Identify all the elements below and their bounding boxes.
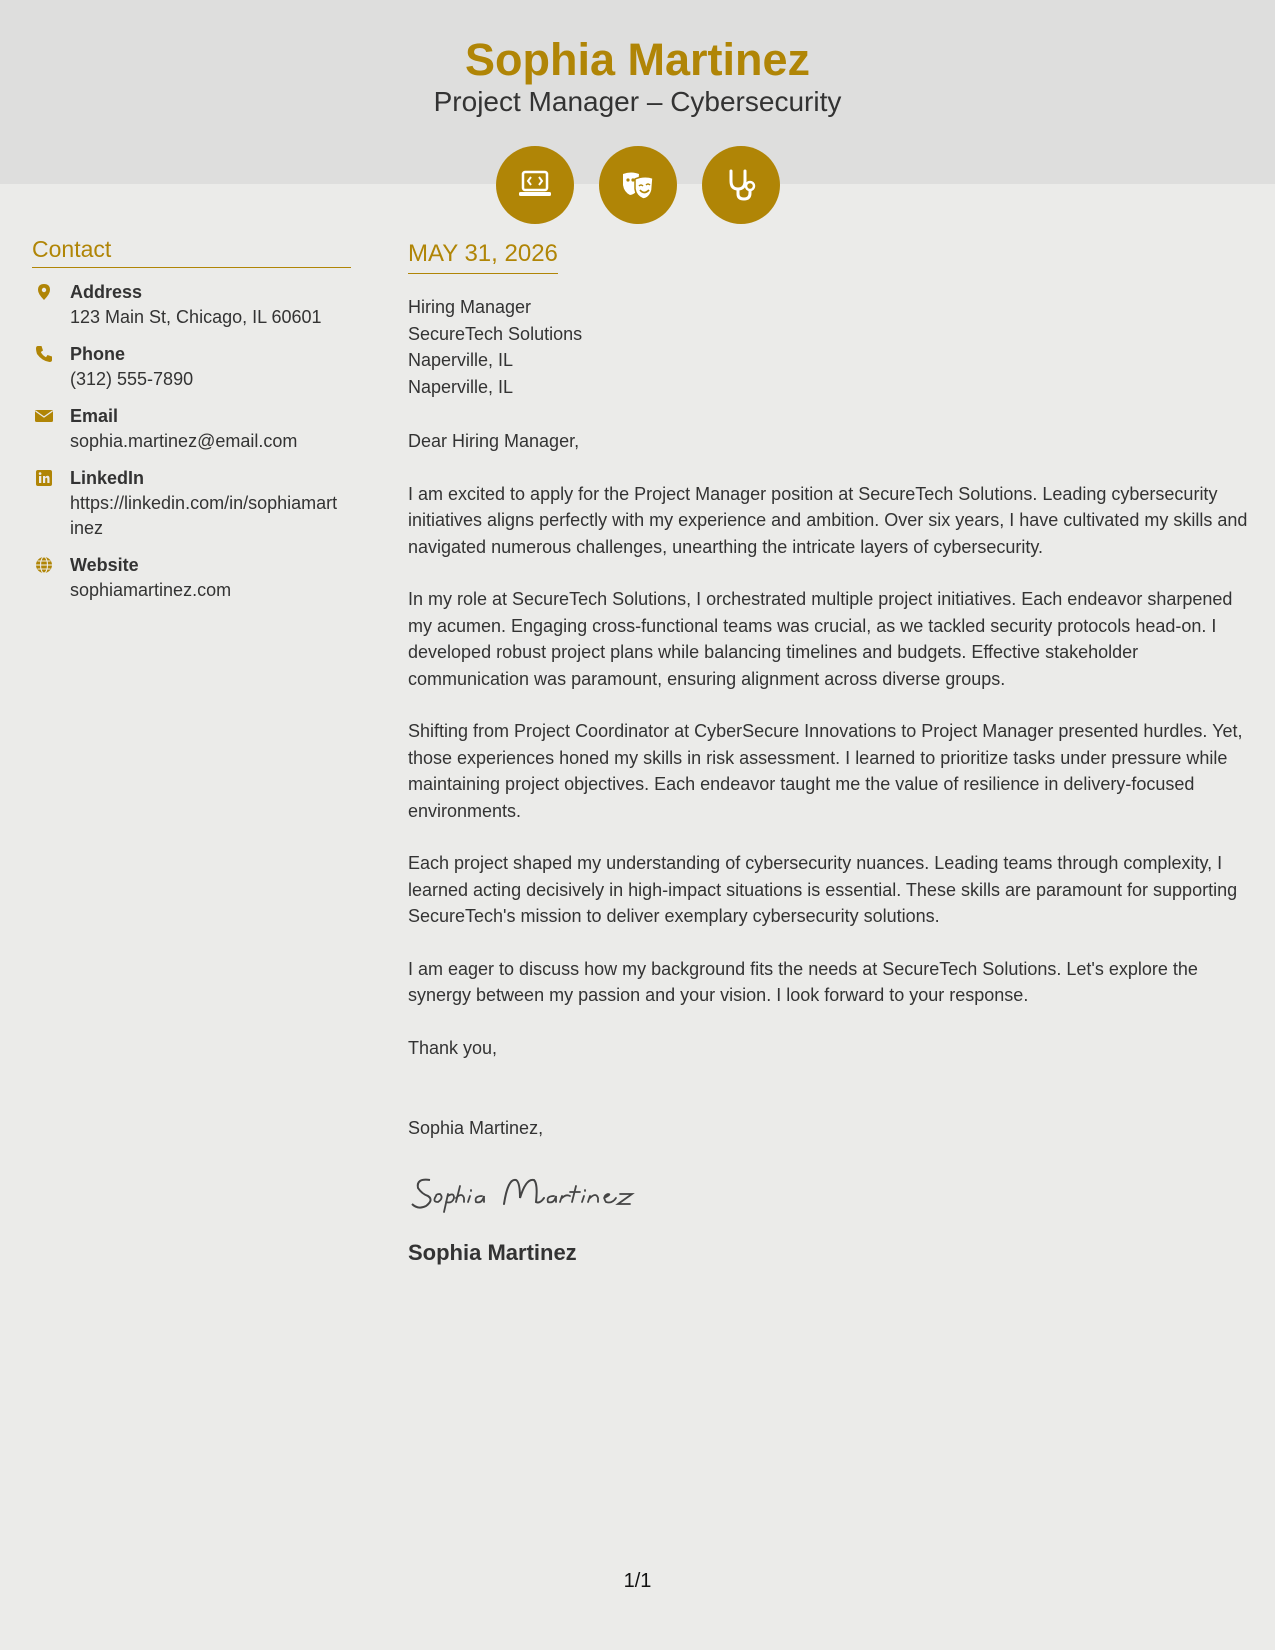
greeting: Dear Hiring Manager, — [408, 431, 580, 451]
linkedin-icon — [32, 466, 70, 541]
contact-label: LinkedIn — [70, 468, 145, 488]
candidate-name: Sophia Martinez — [464, 34, 811, 85]
contact-email — [32, 404, 351, 454]
recipient-line: SecureTech Solutions — [408, 323, 583, 344]
recipient-line: Naperville, IL — [408, 376, 514, 397]
paragraph: In my role at SecureTech Solutions, I orchestrated multiple project initiatives. Each endeavor sharpened my acumen. Engaging cross-functional teams was crucial, as we tackled security protocols head-on. I developed robust project plans while balancing timelines and budgets. Effective stakeholder communication was paramount, ensuring alignment across diverse groups. — [408, 589, 1233, 689]
contact-label: Address — [70, 282, 143, 302]
theater-masks-icon — [599, 146, 677, 224]
recipient-line: Hiring Manager — [408, 297, 532, 317]
paragraph: Shifting from Project Coordinator at CyberSecure Innovations to Project Manager presented hurdles. Yet, those experiences honed my skills in risk assessment. I learned to prioritize tasks under pressure while maintaining project objectives. Each endeavor taught me the value of resilience in delivery-focused environments. — [408, 721, 1243, 821]
contact-value: 123 Main St, Chicago, IL 60601 — [70, 307, 322, 327]
globe-icon — [32, 553, 70, 603]
contact-value[interactable]: https://linkedin.com/in/sophiamartinez — [70, 493, 338, 538]
paragraph: I am eager to discuss how my background fits the needs at SecureTech Solutions. Let's explore the synergy between my passion and your vision. I look forward to your response. — [408, 958, 1198, 1005]
page-number: 1/1 — [623, 1570, 652, 1592]
paragraph: Each project shaped my understanding of cybersecurity nuances. Leading teams through complexity, I learned acting decisively in high-impact situations is essential. These skills are paramount for supporting SecureTech's mission to deliver exemplary cybersecurity solutions. — [408, 853, 1238, 926]
envelope-icon — [32, 404, 70, 454]
map-pin-icon — [32, 280, 70, 330]
candidate-role: Project Manager – Cybersecurity — [433, 86, 842, 117]
header-icons — [0, 146, 1275, 224]
contact-value: (312) 555-7890 — [70, 369, 194, 389]
phone-icon — [32, 342, 70, 392]
recipient-line: Naperville, IL — [408, 350, 514, 370]
contact-heading: Contact — [32, 236, 351, 268]
contact-label: Phone — [70, 344, 126, 364]
contact-linkedin — [32, 466, 351, 541]
contact-phone — [32, 342, 351, 392]
letter-date: MAY 31, 2026 — [408, 240, 558, 274]
stethoscope-icon — [702, 146, 780, 224]
contact-label: Website — [70, 555, 139, 575]
contact-sidebar — [32, 236, 351, 603]
contact-value[interactable]: sophiamartinez.com — [70, 580, 232, 600]
contact-value[interactable]: sophia.martinez@email.com — [70, 431, 298, 451]
closing: Thank you, — [408, 1037, 498, 1058]
paragraph: I am excited to apply for the Project Manager position at SecureTech Solutions. Leading cybersecurity initiatives aligns perfectly with my experience and ambition. Over six years, I have cultivated my skills and navigated numerous challenges, unearthing the intricate layers of cybersecurity. — [408, 483, 1248, 557]
recipient-block — [408, 294, 1253, 400]
signoff: Sophia Martinez, — [408, 1118, 544, 1138]
signature-name: Sophia Martinez — [408, 1239, 577, 1265]
laptop-code-icon — [496, 146, 574, 224]
contact-website — [32, 553, 351, 603]
letter-body — [408, 240, 1253, 1266]
handwritten-signature — [408, 1168, 1253, 1218]
contact-address — [32, 280, 351, 330]
contact-label: Email — [70, 406, 119, 426]
